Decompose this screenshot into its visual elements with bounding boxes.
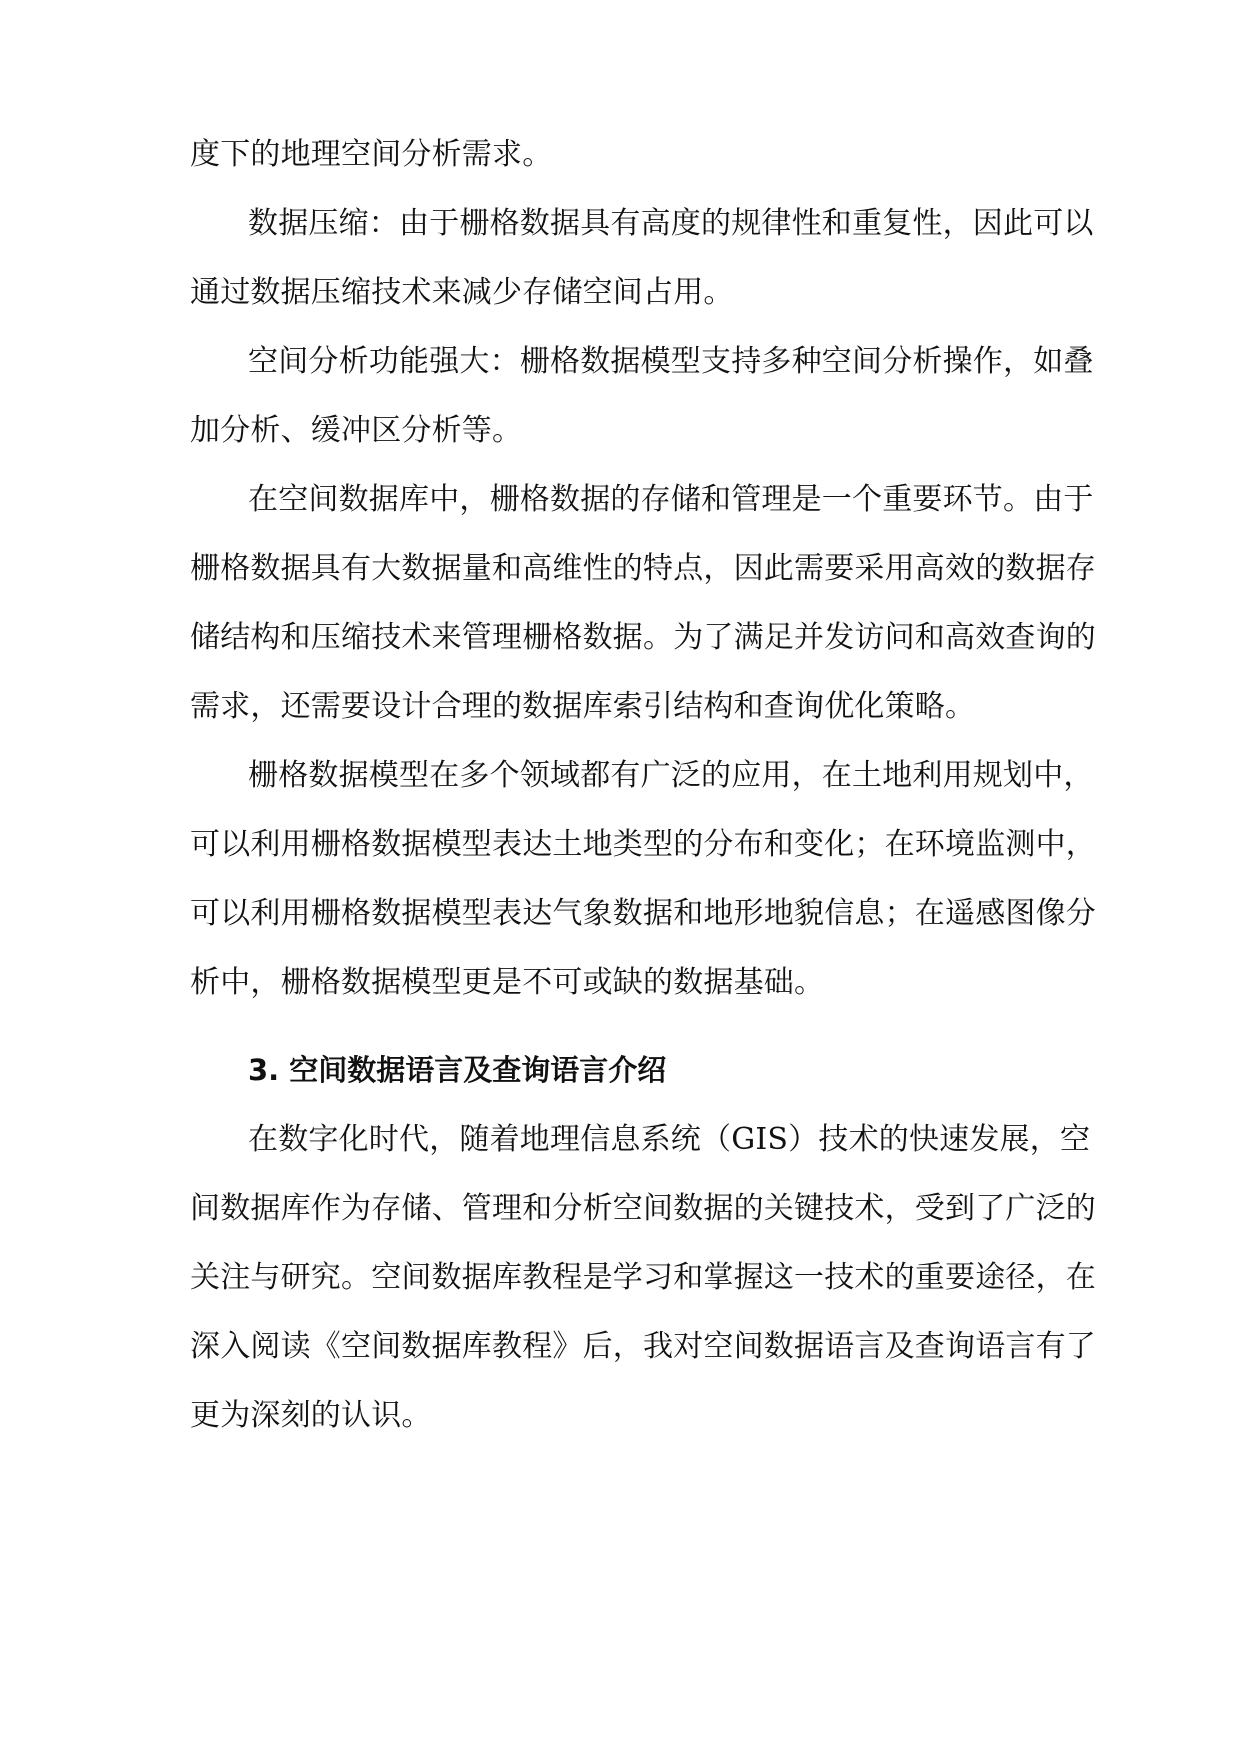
- section-heading: 3. 空间数据语言及查询语言介绍: [248, 1053, 667, 1087]
- paragraph-line: 在数字化时代，随着地理信息系统（GIS）技术的快速发展，空: [248, 1122, 1091, 1157]
- paragraph-line: 关注与研究。空间数据库教程是学习和掌握这一技术的重要途径，在: [190, 1260, 1096, 1295]
- paragraph-line: 通过数据压缩技术来减少存储空间占用。: [190, 275, 734, 310]
- paragraph-line: 在空间数据库中，栅格数据的存储和管理是一个重要环节。由于: [248, 482, 1094, 517]
- paragraph-line: 间数据库作为存储、管理和分析空间数据的关键技术，受到了广泛的: [190, 1191, 1096, 1226]
- paragraph-line: 可以利用栅格数据模型表达气象数据和地形地貌信息；在遥感图像分: [190, 896, 1096, 931]
- paragraph-line: 数据压缩：由于栅格数据具有高度的规律性和重复性，因此可以: [248, 206, 1094, 241]
- paragraph-line: 加分析、缓冲区分析等。: [190, 413, 523, 448]
- paragraph-line: 栅格数据具有大数据量和高维性的特点，因此需要采用高效的数据存: [190, 551, 1096, 586]
- paragraph-line: 深入阅读《空间数据库教程》后，我对空间数据语言及查询语言有了: [190, 1329, 1096, 1364]
- paragraph-line: 栅格数据模型在多个领域都有广泛的应用，在土地利用规划中，: [248, 758, 1094, 793]
- paragraph-line: 可以利用栅格数据模型表达土地类型的分布和变化；在环境监测中，: [190, 827, 1096, 862]
- paragraph-line: 更为深刻的认识。: [190, 1398, 432, 1433]
- paragraph-line: 储结构和压缩技术来管理栅格数据。为了满足并发访问和高效查询的: [190, 620, 1096, 655]
- paragraph-line: 析中，栅格数据模型更是不可或缺的数据基础。: [190, 965, 825, 1000]
- paragraph-line: 空间分析功能强大：栅格数据模型支持多种空间分析操作，如叠: [248, 344, 1094, 379]
- paragraph-line: 需求，还需要设计合理的数据库索引结构和查询优化策略。: [190, 689, 976, 724]
- paragraph-line: 度下的地理空间分析需求。: [190, 137, 553, 172]
